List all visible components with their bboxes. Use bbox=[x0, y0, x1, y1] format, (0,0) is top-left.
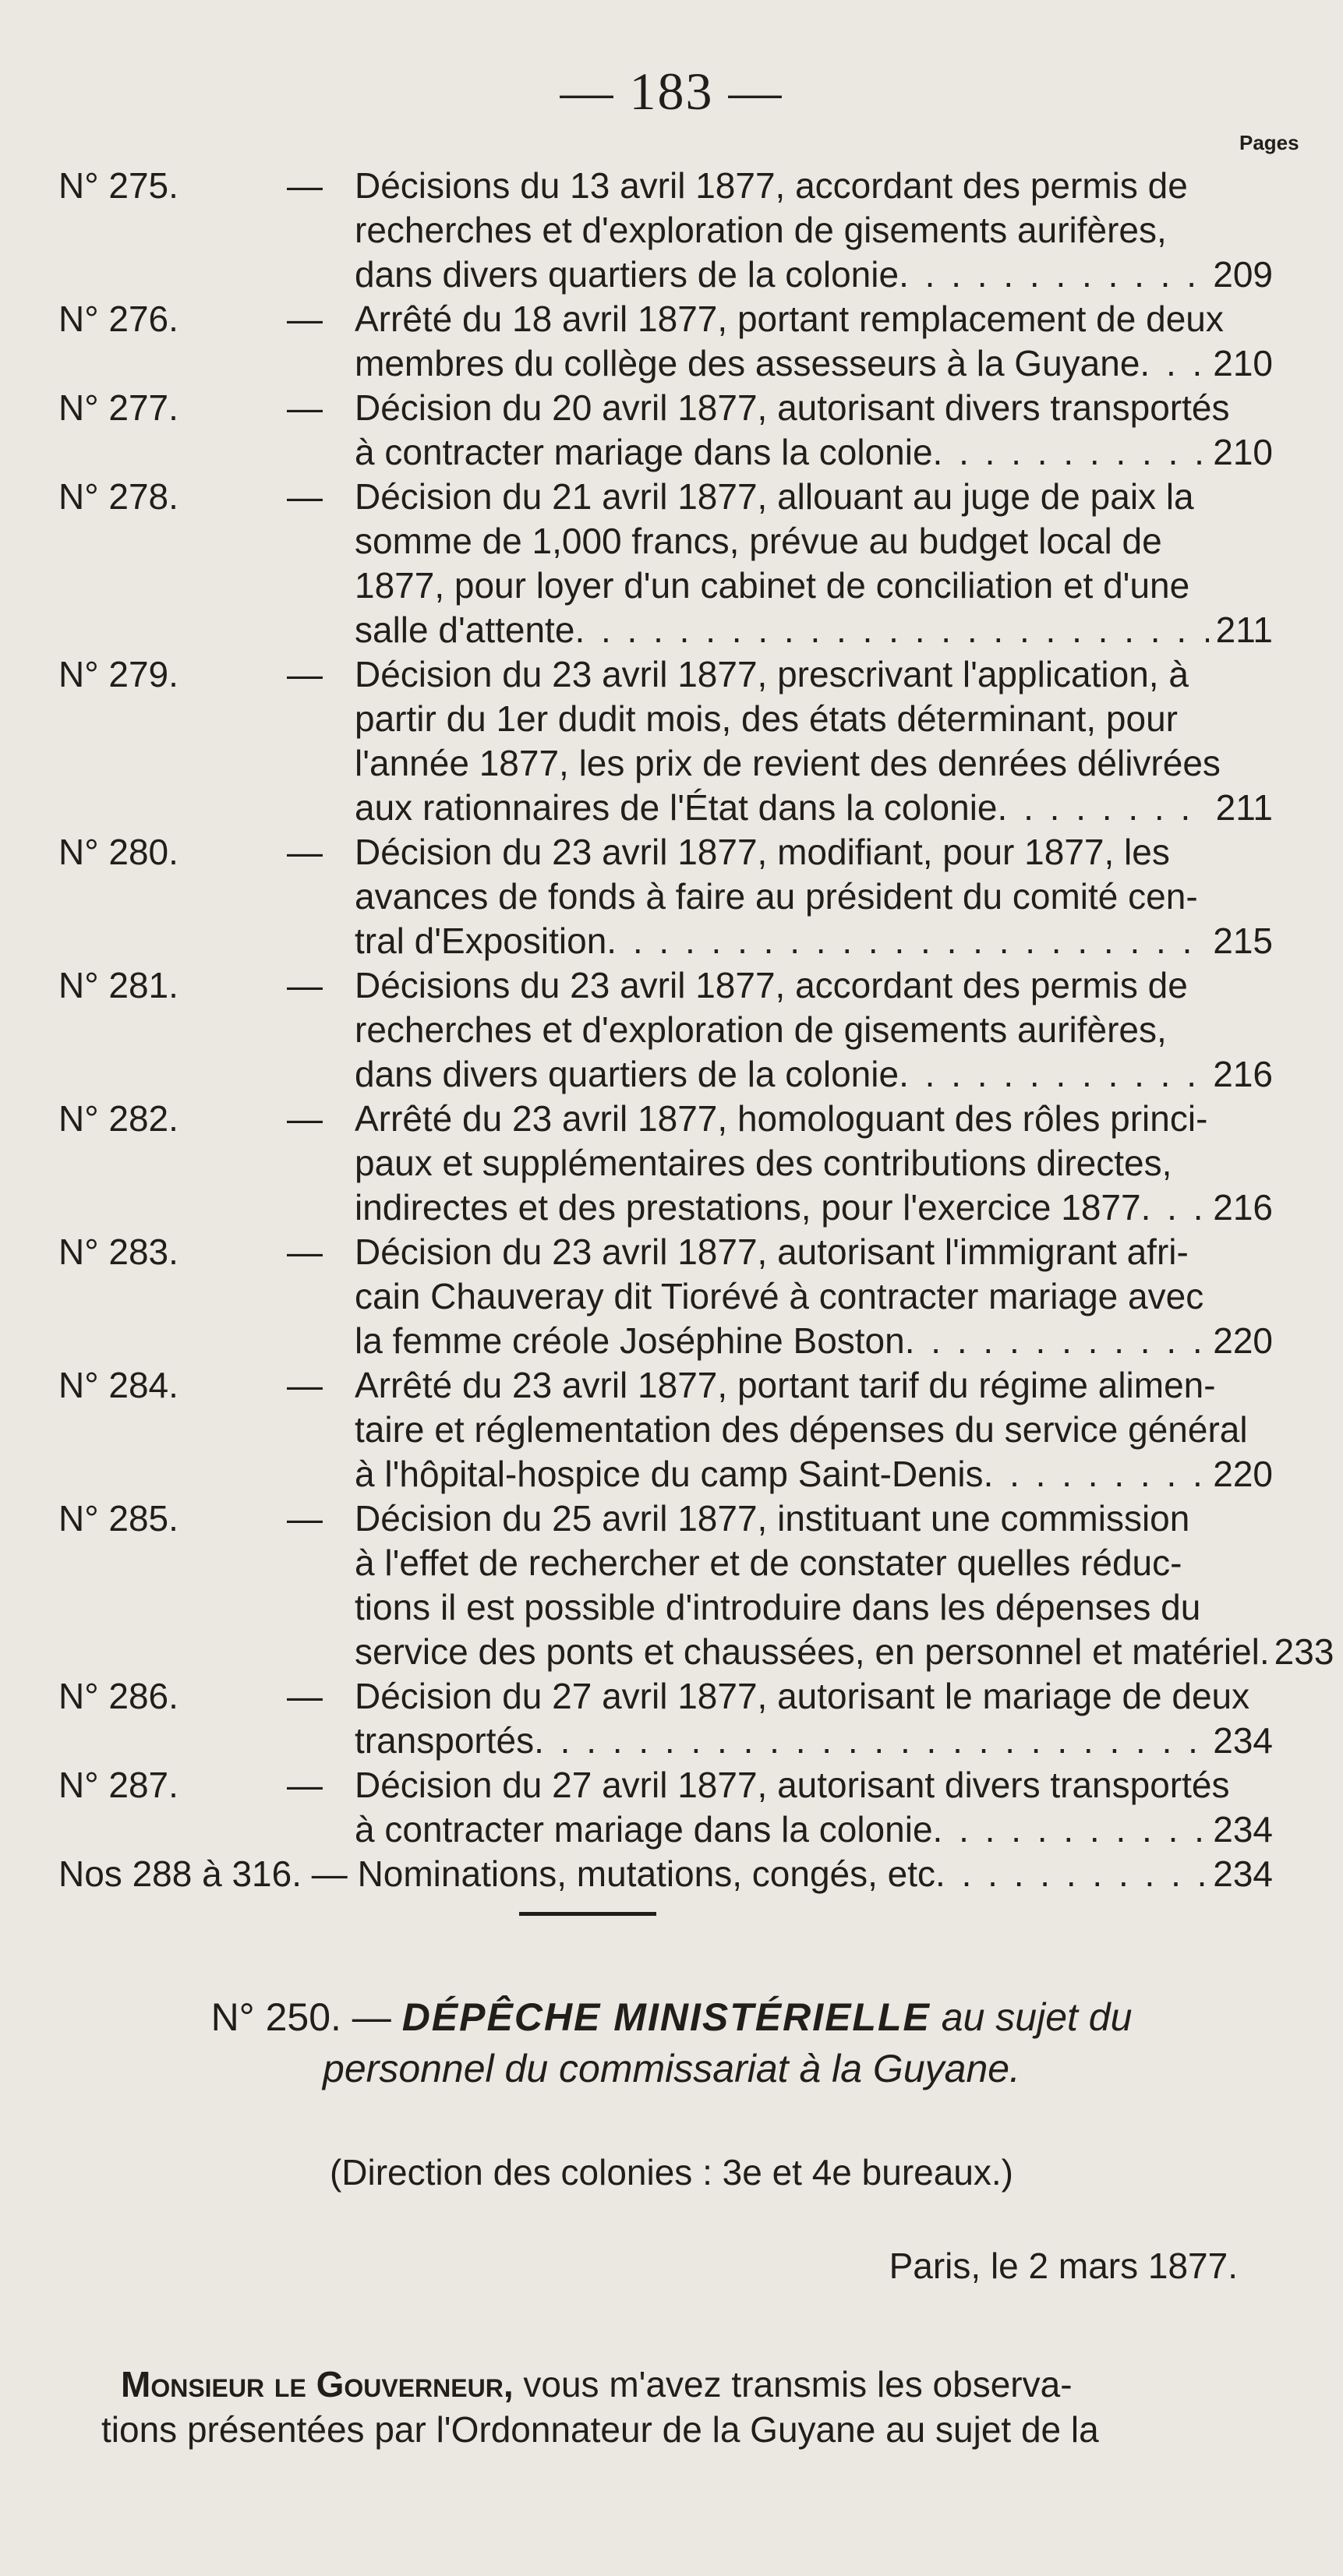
entry-text-line: cain Chauveray dit Tiorévé à contracter mariage avec bbox=[355, 1276, 1204, 1316]
entry-dash: — bbox=[287, 165, 323, 206]
dot-leader bbox=[998, 786, 1209, 830]
entry-dash: — bbox=[287, 299, 323, 339]
dot-leader bbox=[574, 608, 1209, 652]
entry-text-line: partir du 1er dudit mois, des états déterminant, pour bbox=[355, 698, 1179, 739]
dispatch-subject-line-2: personnel du commissariat à la Guyane. bbox=[323, 2047, 1020, 2090]
entry-text-line: 1877, pour loyer d'un cabinet de conciliation et d'une bbox=[355, 565, 1190, 606]
toc-entry bbox=[0, 1763, 1343, 1852]
section-divider bbox=[519, 1912, 656, 1916]
entry-final-line bbox=[355, 1452, 1273, 1496]
entry-text-line: Décision du 27 avril 1877, autorisant divers transportés bbox=[355, 1765, 1230, 1805]
entry-dash: — bbox=[287, 1098, 323, 1139]
letter-text-1: vous m'avez transmis les observa- bbox=[523, 2364, 1073, 2405]
entry-text-line: l'année 1877, les prix de revient des denrées délivrées bbox=[355, 743, 1221, 783]
entry-text: à contracter mariage dans la colonie bbox=[355, 1809, 933, 1850]
entry-number: N° 284. bbox=[58, 1365, 178, 1405]
entry-page-number: 211 bbox=[1215, 610, 1273, 650]
entry-final-line bbox=[355, 430, 1273, 475]
dot-leader bbox=[899, 253, 1208, 297]
dispatch-title: DÉPÊCHE MINISTÉRIELLE bbox=[401, 1995, 931, 2039]
entry-final-line bbox=[355, 1052, 1273, 1097]
entry-final-line bbox=[355, 253, 1273, 297]
entry-text-line: recherches et d'exploration de gisements aurifères, bbox=[355, 210, 1167, 250]
entry-text-line: Arrêté du 18 avril 1877, portant remplacement de deux bbox=[355, 299, 1224, 339]
entry-final-line bbox=[355, 341, 1273, 386]
dot-leader bbox=[899, 1052, 1208, 1097]
entry-page-number: 216 bbox=[1213, 1187, 1273, 1228]
dot-leader bbox=[935, 1852, 1208, 1896]
entry-dash: — bbox=[287, 476, 323, 517]
dot-leader bbox=[933, 1807, 1209, 1852]
entry-text: à l'hôpital-hospice du camp Saint-Denis bbox=[355, 1454, 984, 1494]
entry-number: N° 285. bbox=[58, 1498, 178, 1539]
entry-page-number: 234 bbox=[1213, 1853, 1273, 1894]
entry-text: à contracter mariage dans la colonie bbox=[355, 432, 933, 472]
entry-text-line: avances de fonds à faire au président du comité cen- bbox=[355, 876, 1198, 917]
entry-text: indirectes et des prestations, pour l'exercice 1877 bbox=[355, 1187, 1141, 1228]
entry-text: transportés bbox=[355, 1720, 535, 1761]
letter-text-2: tions présentées par l'Ordonnateur de la Guyane au sujet de la bbox=[101, 2409, 1099, 2450]
dispatch-direction: (Direction des colonies : 3e et 4e bureaux.) bbox=[329, 2152, 1014, 2193]
entry-dash: — bbox=[287, 654, 323, 694]
entry-text-line: Arrêté du 23 avril 1877, homologuant des rôles princi- bbox=[355, 1098, 1208, 1139]
dot-leader bbox=[606, 919, 1208, 963]
entry-final-line bbox=[58, 1852, 1273, 1896]
entry-text-line: tions il est possible d'introduire dans les dépenses du bbox=[355, 1587, 1201, 1627]
entry-page-number: 234 bbox=[1213, 1720, 1273, 1761]
letter-salutation: Monsieur le Gouverneur, bbox=[121, 2364, 514, 2405]
letter-first-line bbox=[101, 2362, 1255, 2407]
entry-text: dans divers quartiers de la colonie bbox=[355, 254, 899, 295]
entry-text-line: taire et réglementation des dépenses du service général bbox=[355, 1409, 1248, 1450]
toc-entry bbox=[0, 1230, 1343, 1363]
toc-entry bbox=[0, 652, 1343, 830]
entry-dash: — bbox=[287, 832, 323, 872]
dot-leader bbox=[534, 1719, 1208, 1763]
toc-entry bbox=[0, 963, 1343, 1097]
toc-entry bbox=[0, 1674, 1343, 1763]
entry-text-line: Décision du 20 avril 1877, autorisant divers transportés bbox=[355, 387, 1230, 428]
toc-entry bbox=[0, 164, 1343, 297]
table-of-contents bbox=[0, 164, 1343, 1896]
toc-entry bbox=[0, 386, 1343, 475]
entry-page-number: 220 bbox=[1213, 1320, 1273, 1361]
dot-leader bbox=[1140, 341, 1208, 386]
entry-text: service des ponts et chaussées, en personnel et matériel. bbox=[355, 1631, 1270, 1672]
entry-text: la femme créole Joséphine Boston bbox=[355, 1320, 905, 1361]
entry-number: N° 286. bbox=[58, 1676, 178, 1716]
toc-entry bbox=[0, 1496, 1343, 1674]
entry-number: N° 282. bbox=[58, 1098, 178, 1139]
pages-column-label: Pages bbox=[1239, 131, 1299, 154]
entry-text-line: Décision du 25 avril 1877, instituant une commission bbox=[355, 1498, 1190, 1539]
entry-text: dans divers quartiers de la colonie bbox=[355, 1054, 899, 1094]
toc-entry bbox=[0, 297, 1343, 386]
entry-text: salle d'attente bbox=[355, 610, 575, 650]
entry-page-number: 215 bbox=[1213, 921, 1273, 961]
entry-text-line: somme de 1,000 francs, prévue au budget local de bbox=[355, 521, 1162, 561]
toc-entry bbox=[0, 475, 1343, 652]
entry-dash: — bbox=[287, 387, 323, 428]
toc-entry bbox=[0, 1363, 1343, 1496]
dot-leader bbox=[905, 1319, 1209, 1363]
entry-number: N° 281. bbox=[58, 965, 178, 1005]
entry-text-line: à l'effet de rechercher et de constater quelles réduc- bbox=[355, 1542, 1182, 1583]
entry-final-line bbox=[355, 1186, 1273, 1230]
entry-text: aux rationnaires de l'État dans la colonie bbox=[355, 787, 998, 828]
entry-text-line: Décision du 21 avril 1877, allouant au juge de paix la bbox=[355, 476, 1194, 517]
entry-text-line: Arrêté du 23 avril 1877, portant tarif du régime alimen- bbox=[355, 1365, 1216, 1405]
entry-dash: — bbox=[287, 1231, 323, 1272]
dispatch-dateline: Paris, le 2 mars 1877. bbox=[889, 2246, 1238, 2286]
entry-page-number: 216 bbox=[1213, 1054, 1273, 1094]
letter-body bbox=[101, 2362, 1255, 2452]
entry-page-number: 210 bbox=[1213, 432, 1273, 472]
entry-dash: — bbox=[287, 1365, 323, 1405]
entry-number: N° 276. bbox=[58, 299, 178, 339]
entry-number: N° 275. bbox=[58, 165, 178, 206]
entry-dash: — bbox=[287, 1765, 323, 1805]
entry-number: N° 280. bbox=[58, 832, 178, 872]
entry-text-line: paux et supplémentaires des contributions directes, bbox=[355, 1143, 1172, 1183]
entry-number: N° 287. bbox=[58, 1765, 178, 1805]
dispatch-subject-line-1: au sujet du bbox=[941, 1995, 1133, 2039]
entry-text-line: Décisions du 23 avril 1877, accordant des permis de bbox=[355, 965, 1188, 1005]
entry-final-line bbox=[355, 1319, 1273, 1363]
dot-leader bbox=[1141, 1186, 1209, 1230]
entry-text: Nos 288 à 316. — Nominations, mutations, congés, etc bbox=[58, 1853, 936, 1894]
entry-number: N° 277. bbox=[58, 387, 178, 428]
entry-text: membres du collège des assesseurs à la Guyane bbox=[355, 343, 1140, 383]
entry-page-number: 210 bbox=[1213, 343, 1273, 383]
entry-page-number: 234 bbox=[1213, 1809, 1273, 1850]
entry-page-number: 211 bbox=[1215, 787, 1273, 828]
toc-entry bbox=[0, 830, 1343, 963]
entry-dash: — bbox=[287, 1676, 323, 1716]
entry-text-line: Décision du 23 avril 1877, modifiant, pour 1877, les bbox=[355, 832, 1170, 872]
dot-leader bbox=[984, 1452, 1209, 1496]
entry-final-line bbox=[355, 1719, 1273, 1763]
entry-number: N° 278. bbox=[58, 476, 178, 517]
entry-dash: — bbox=[287, 965, 323, 1005]
entry-final-line bbox=[355, 786, 1273, 830]
entry-text-line: Décisions du 13 avril 1877, accordant des permis de bbox=[355, 165, 1188, 206]
entry-final-line bbox=[355, 1630, 1334, 1674]
dispatch-number: N° 250. — bbox=[210, 1995, 391, 2039]
entry-final-line bbox=[355, 1807, 1273, 1852]
dot-leader bbox=[933, 430, 1209, 475]
page-number: — 183 — bbox=[560, 62, 783, 121]
entry-number: N° 283. bbox=[58, 1231, 178, 1272]
dispatch-heading bbox=[0, 1991, 1343, 2094]
toc-entry-final bbox=[0, 1852, 1343, 1896]
toc-entry bbox=[0, 1097, 1343, 1230]
entry-page-number: 220 bbox=[1213, 1454, 1273, 1494]
entry-page-number: 233 bbox=[1274, 1631, 1334, 1672]
entry-text: tral d'Exposition bbox=[355, 921, 607, 961]
entry-page-number: 209 bbox=[1213, 254, 1273, 295]
entry-text-line: Décision du 23 avril 1877, prescrivant l'application, à bbox=[355, 654, 1189, 694]
entry-text-line: recherches et d'exploration de gisements aurifères, bbox=[355, 1009, 1167, 1050]
entry-number: N° 279. bbox=[58, 654, 178, 694]
entry-final-line bbox=[355, 608, 1273, 652]
entry-text-line: Décision du 27 avril 1877, autorisant le mariage de deux bbox=[355, 1676, 1250, 1716]
entry-text-line: Décision du 23 avril 1877, autorisant l'immigrant afri- bbox=[355, 1231, 1189, 1272]
entry-dash: — bbox=[287, 1498, 323, 1539]
entry-final-line bbox=[355, 919, 1273, 963]
